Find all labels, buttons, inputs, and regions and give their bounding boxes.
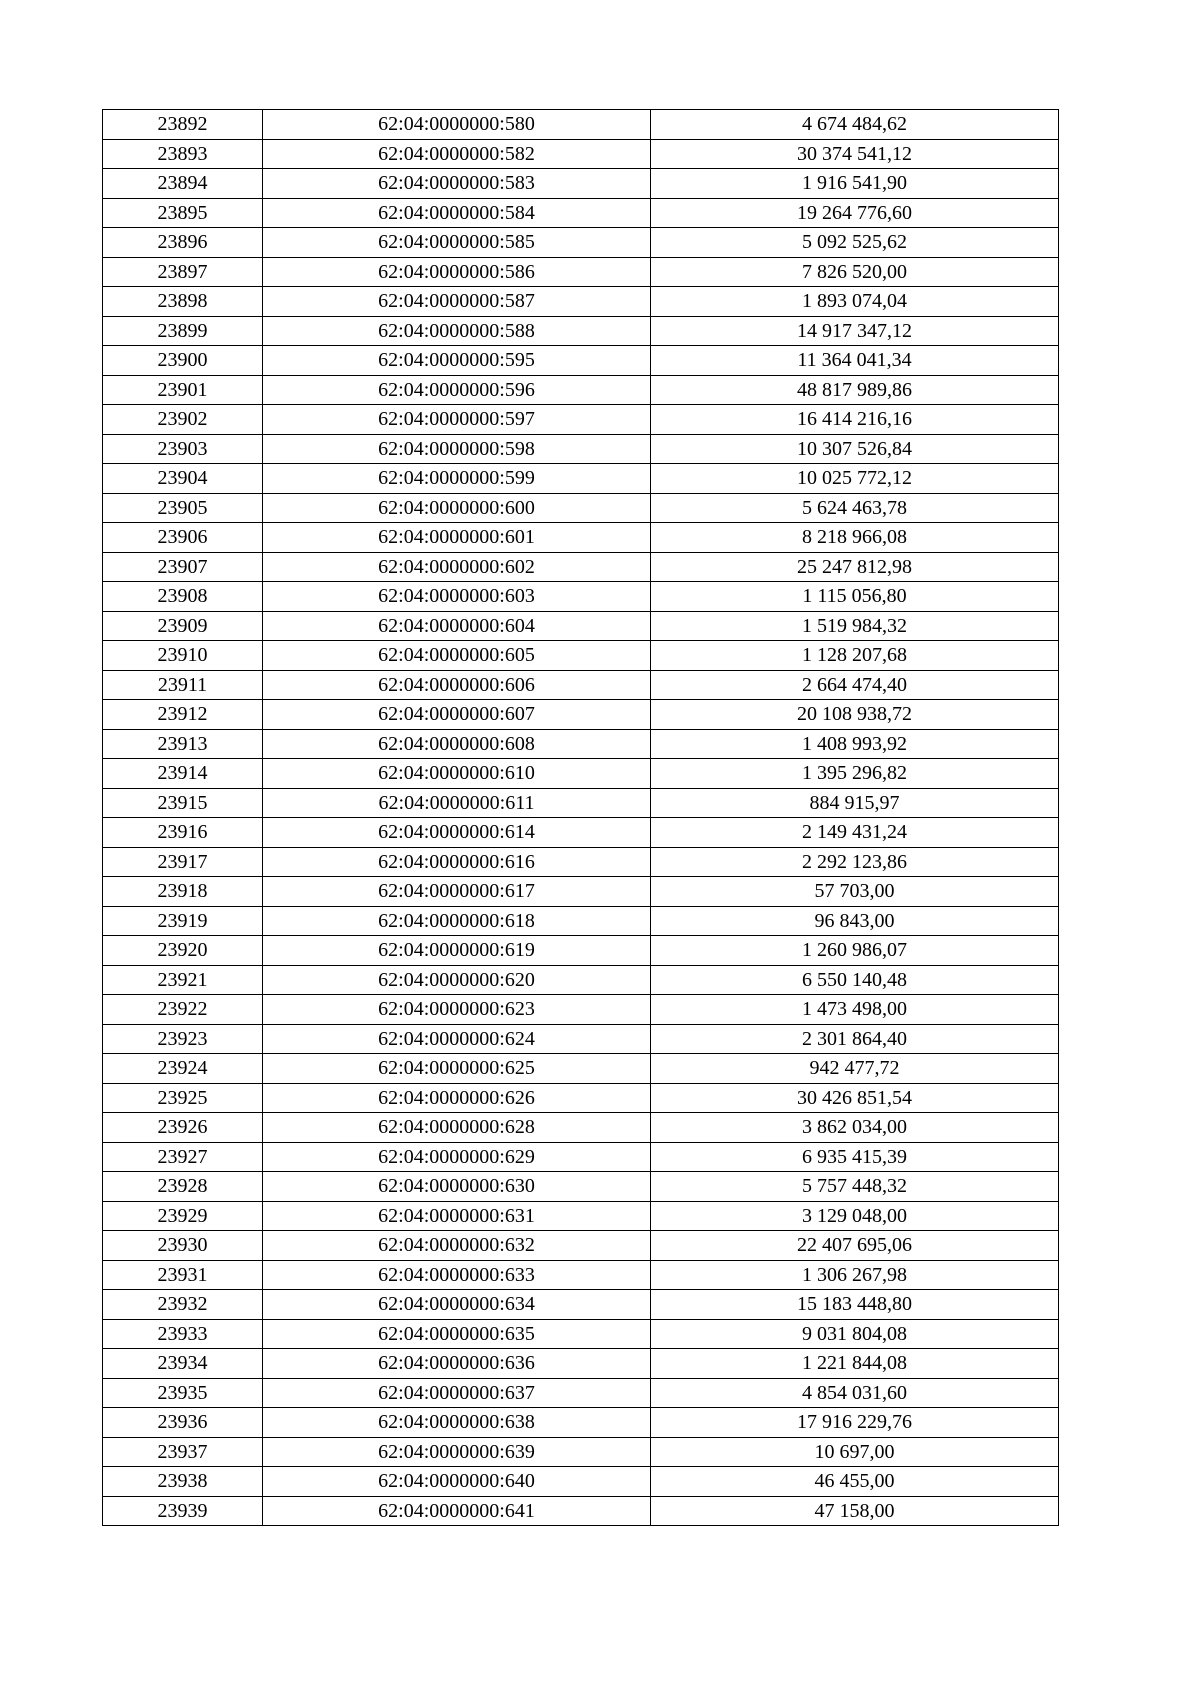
cadastral-value-cell: 1 306 267,98 (651, 1260, 1059, 1290)
cadastral-value-cell: 1 916 541,90 (651, 169, 1059, 199)
cadastral-value-cell: 15 183 448,80 (651, 1290, 1059, 1320)
table-row (103, 434, 1059, 464)
cadastral-number-cell: 62:04:0000000:617 (263, 877, 651, 907)
table-row (103, 700, 1059, 730)
row-number-cell: 23902 (103, 405, 263, 435)
cadastral-number-cell: 62:04:0000000:618 (263, 906, 651, 936)
row-number-cell: 23899 (103, 316, 263, 346)
table-row (103, 936, 1059, 966)
row-number-cell: 23937 (103, 1437, 263, 1467)
cadastral-value-table (102, 109, 1059, 1526)
cadastral-value-cell: 7 826 520,00 (651, 257, 1059, 287)
cadastral-value-cell: 884 915,97 (651, 788, 1059, 818)
cadastral-number-cell: 62:04:0000000:580 (263, 110, 651, 140)
row-number-cell: 23910 (103, 641, 263, 671)
row-number-cell: 23917 (103, 847, 263, 877)
cadastral-value-cell: 1 893 074,04 (651, 287, 1059, 317)
cadastral-number-cell: 62:04:0000000:588 (263, 316, 651, 346)
cadastral-number-cell: 62:04:0000000:597 (263, 405, 651, 435)
row-number-cell: 23933 (103, 1319, 263, 1349)
cadastral-number-cell: 62:04:0000000:598 (263, 434, 651, 464)
table-row (103, 611, 1059, 641)
row-number-cell: 23930 (103, 1231, 263, 1261)
cadastral-value-cell: 10 025 772,12 (651, 464, 1059, 494)
cadastral-value-cell: 19 264 776,60 (651, 198, 1059, 228)
row-number-cell: 23925 (103, 1083, 263, 1113)
row-number-cell: 23912 (103, 700, 263, 730)
cadastral-number-cell: 62:04:0000000:599 (263, 464, 651, 494)
cadastral-number-cell: 62:04:0000000:633 (263, 1260, 651, 1290)
cadastral-value-cell: 25 247 812,98 (651, 552, 1059, 582)
table-row (103, 1024, 1059, 1054)
row-number-cell: 23907 (103, 552, 263, 582)
row-number-cell: 23927 (103, 1142, 263, 1172)
cadastral-number-cell: 62:04:0000000:603 (263, 582, 651, 612)
cadastral-value-cell: 6 935 415,39 (651, 1142, 1059, 1172)
cadastral-number-cell: 62:04:0000000:600 (263, 493, 651, 523)
table-row (103, 788, 1059, 818)
cadastral-value-cell: 1 395 296,82 (651, 759, 1059, 789)
table-row (103, 965, 1059, 995)
row-number-cell: 23895 (103, 198, 263, 228)
table-row (103, 1113, 1059, 1143)
row-number-cell: 23898 (103, 287, 263, 317)
row-number-cell: 23914 (103, 759, 263, 789)
table-row (103, 110, 1059, 140)
cadastral-value-cell: 4 854 031,60 (651, 1378, 1059, 1408)
cadastral-value-cell: 20 108 938,72 (651, 700, 1059, 730)
cadastral-value-cell: 1 221 844,08 (651, 1349, 1059, 1379)
cadastral-value-cell: 47 158,00 (651, 1496, 1059, 1526)
table-row (103, 493, 1059, 523)
table-row (103, 759, 1059, 789)
row-number-cell: 23932 (103, 1290, 263, 1320)
cadastral-number-cell: 62:04:0000000:638 (263, 1408, 651, 1438)
cadastral-number-cell: 62:04:0000000:602 (263, 552, 651, 582)
row-number-cell: 23939 (103, 1496, 263, 1526)
cadastral-number-cell: 62:04:0000000:585 (263, 228, 651, 258)
cadastral-number-cell: 62:04:0000000:625 (263, 1054, 651, 1084)
cadastral-value-cell: 1 115 056,80 (651, 582, 1059, 612)
row-number-cell: 23918 (103, 877, 263, 907)
row-number-cell: 23900 (103, 346, 263, 376)
table-row (103, 1290, 1059, 1320)
cadastral-value-cell: 46 455,00 (651, 1467, 1059, 1497)
cadastral-number-cell: 62:04:0000000:584 (263, 198, 651, 228)
table-row (103, 1142, 1059, 1172)
cadastral-number-cell: 62:04:0000000:583 (263, 169, 651, 199)
cadastral-number-cell: 62:04:0000000:582 (263, 139, 651, 169)
cadastral-number-cell: 62:04:0000000:610 (263, 759, 651, 789)
cadastral-number-cell: 62:04:0000000:595 (263, 346, 651, 376)
row-number-cell: 23896 (103, 228, 263, 258)
cadastral-value-cell: 17 916 229,76 (651, 1408, 1059, 1438)
row-number-cell: 23926 (103, 1113, 263, 1143)
row-number-cell: 23936 (103, 1408, 263, 1438)
table-body (103, 110, 1059, 1526)
cadastral-number-cell: 62:04:0000000:630 (263, 1172, 651, 1202)
cadastral-number-cell: 62:04:0000000:587 (263, 287, 651, 317)
cadastral-number-cell: 62:04:0000000:634 (263, 1290, 651, 1320)
table-row (103, 198, 1059, 228)
cadastral-number-cell: 62:04:0000000:607 (263, 700, 651, 730)
row-number-cell: 23928 (103, 1172, 263, 1202)
table-row (103, 995, 1059, 1025)
cadastral-number-cell: 62:04:0000000:635 (263, 1319, 651, 1349)
cadastral-number-cell: 62:04:0000000:640 (263, 1467, 651, 1497)
cadastral-number-cell: 62:04:0000000:604 (263, 611, 651, 641)
table-row (103, 729, 1059, 759)
row-number-cell: 23911 (103, 670, 263, 700)
table-row (103, 346, 1059, 376)
row-number-cell: 23920 (103, 936, 263, 966)
cadastral-number-cell: 62:04:0000000:639 (263, 1437, 651, 1467)
row-number-cell: 23915 (103, 788, 263, 818)
cadastral-number-cell: 62:04:0000000:619 (263, 936, 651, 966)
row-number-cell: 23923 (103, 1024, 263, 1054)
row-number-cell: 23901 (103, 375, 263, 405)
cadastral-number-cell: 62:04:0000000:632 (263, 1231, 651, 1261)
table-row (103, 1349, 1059, 1379)
table-row (103, 1378, 1059, 1408)
row-number-cell: 23904 (103, 464, 263, 494)
cadastral-number-cell: 62:04:0000000:628 (263, 1113, 651, 1143)
cadastral-number-cell: 62:04:0000000:629 (263, 1142, 651, 1172)
cadastral-number-cell: 62:04:0000000:641 (263, 1496, 651, 1526)
row-number-cell: 23903 (103, 434, 263, 464)
row-number-cell: 23897 (103, 257, 263, 287)
cadastral-value-cell: 14 917 347,12 (651, 316, 1059, 346)
table-row (103, 257, 1059, 287)
cadastral-value-cell: 2 301 864,40 (651, 1024, 1059, 1054)
table-row (103, 1231, 1059, 1261)
cadastral-value-cell: 10 307 526,84 (651, 434, 1059, 464)
cadastral-number-cell: 62:04:0000000:586 (263, 257, 651, 287)
cadastral-value-cell: 2 664 474,40 (651, 670, 1059, 700)
table-row (103, 405, 1059, 435)
cadastral-value-cell: 96 843,00 (651, 906, 1059, 936)
table-row (103, 847, 1059, 877)
cadastral-value-cell: 2 292 123,86 (651, 847, 1059, 877)
table-row (103, 287, 1059, 317)
row-number-cell: 23934 (103, 1349, 263, 1379)
row-number-cell: 23913 (103, 729, 263, 759)
cadastral-value-cell: 16 414 216,16 (651, 405, 1059, 435)
table-row (103, 169, 1059, 199)
table-row (103, 552, 1059, 582)
row-number-cell: 23905 (103, 493, 263, 523)
cadastral-number-cell: 62:04:0000000:606 (263, 670, 651, 700)
cadastral-value-cell: 30 374 541,12 (651, 139, 1059, 169)
cadastral-value-cell: 3 129 048,00 (651, 1201, 1059, 1231)
cadastral-number-cell: 62:04:0000000:636 (263, 1349, 651, 1379)
cadastral-value-cell: 11 364 041,34 (651, 346, 1059, 376)
row-number-cell: 23924 (103, 1054, 263, 1084)
table-row (103, 670, 1059, 700)
row-number-cell: 23921 (103, 965, 263, 995)
table-row (103, 375, 1059, 405)
table-row (103, 641, 1059, 671)
table-row (103, 139, 1059, 169)
cadastral-value-cell: 5 757 448,32 (651, 1172, 1059, 1202)
table-row (103, 1260, 1059, 1290)
row-number-cell: 23908 (103, 582, 263, 612)
cadastral-value-cell: 30 426 851,54 (651, 1083, 1059, 1113)
cadastral-number-cell: 62:04:0000000:624 (263, 1024, 651, 1054)
cadastral-value-cell: 5 624 463,78 (651, 493, 1059, 523)
cadastral-number-cell: 62:04:0000000:611 (263, 788, 651, 818)
table-row (103, 582, 1059, 612)
cadastral-value-cell: 5 092 525,62 (651, 228, 1059, 258)
row-number-cell: 23922 (103, 995, 263, 1025)
row-number-cell: 23938 (103, 1467, 263, 1497)
row-number-cell: 23892 (103, 110, 263, 140)
row-number-cell: 23916 (103, 818, 263, 848)
cadastral-value-cell: 4 674 484,62 (651, 110, 1059, 140)
cadastral-number-cell: 62:04:0000000:601 (263, 523, 651, 553)
row-number-cell: 23893 (103, 139, 263, 169)
cadastral-value-cell: 48 817 989,86 (651, 375, 1059, 405)
table-row (103, 1467, 1059, 1497)
table-row (103, 1319, 1059, 1349)
table-row (103, 818, 1059, 848)
table-row (103, 1496, 1059, 1526)
cadastral-number-cell: 62:04:0000000:631 (263, 1201, 651, 1231)
cadastral-value-cell: 1 260 986,07 (651, 936, 1059, 966)
cadastral-number-cell: 62:04:0000000:596 (263, 375, 651, 405)
cadastral-value-cell: 22 407 695,06 (651, 1231, 1059, 1261)
table-row (103, 228, 1059, 258)
table-row (103, 1437, 1059, 1467)
table-row (103, 523, 1059, 553)
table-row (103, 1172, 1059, 1202)
cadastral-value-cell: 6 550 140,48 (651, 965, 1059, 995)
cadastral-value-cell: 942 477,72 (651, 1054, 1059, 1084)
row-number-cell: 23906 (103, 523, 263, 553)
row-number-cell: 23909 (103, 611, 263, 641)
table-row (103, 1083, 1059, 1113)
cadastral-number-cell: 62:04:0000000:623 (263, 995, 651, 1025)
cadastral-value-cell: 10 697,00 (651, 1437, 1059, 1467)
table-row (103, 877, 1059, 907)
cadastral-number-cell: 62:04:0000000:620 (263, 965, 651, 995)
table-row (103, 464, 1059, 494)
table-row (103, 1408, 1059, 1438)
row-number-cell: 23894 (103, 169, 263, 199)
table-row (103, 1201, 1059, 1231)
cadastral-value-cell: 8 218 966,08 (651, 523, 1059, 553)
cadastral-number-cell: 62:04:0000000:614 (263, 818, 651, 848)
cadastral-number-cell: 62:04:0000000:616 (263, 847, 651, 877)
cadastral-number-cell: 62:04:0000000:608 (263, 729, 651, 759)
table-row (103, 316, 1059, 346)
cadastral-value-cell: 3 862 034,00 (651, 1113, 1059, 1143)
row-number-cell: 23935 (103, 1378, 263, 1408)
row-number-cell: 23931 (103, 1260, 263, 1290)
row-number-cell: 23929 (103, 1201, 263, 1231)
cadastral-value-cell: 1 128 207,68 (651, 641, 1059, 671)
cadastral-value-cell: 57 703,00 (651, 877, 1059, 907)
table-row (103, 1054, 1059, 1084)
cadastral-number-cell: 62:04:0000000:605 (263, 641, 651, 671)
row-number-cell: 23919 (103, 906, 263, 936)
cadastral-value-cell: 1 408 993,92 (651, 729, 1059, 759)
cadastral-value-cell: 9 031 804,08 (651, 1319, 1059, 1349)
cadastral-number-cell: 62:04:0000000:626 (263, 1083, 651, 1113)
table-row (103, 906, 1059, 936)
cadastral-value-cell: 1 519 984,32 (651, 611, 1059, 641)
cadastral-number-cell: 62:04:0000000:637 (263, 1378, 651, 1408)
cadastral-value-cell: 1 473 498,00 (651, 995, 1059, 1025)
cadastral-value-cell: 2 149 431,24 (651, 818, 1059, 848)
